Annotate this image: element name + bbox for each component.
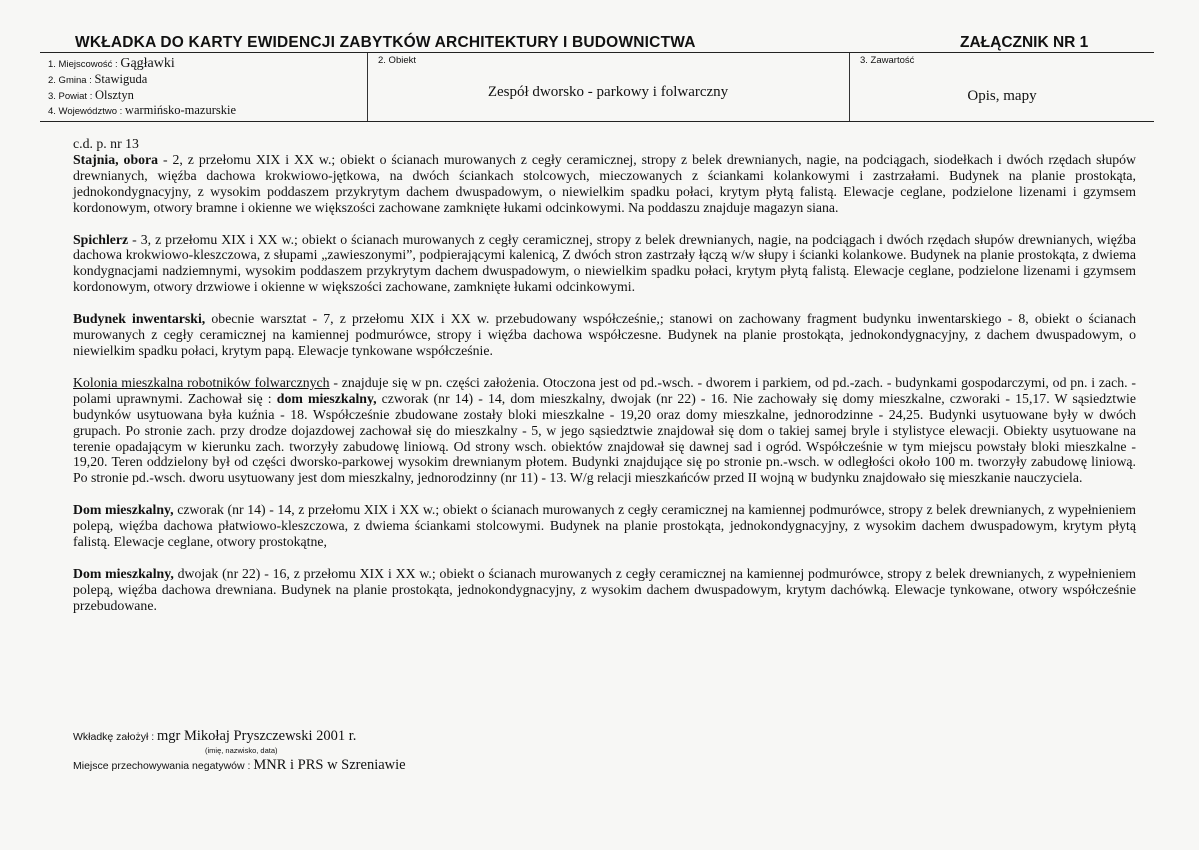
column-divider-2 [849, 53, 850, 121]
village-value: Gągławki [120, 56, 175, 71]
continuation-note: c.d. p. nr 13 [73, 136, 139, 151]
paragraph-text: - 3, z przełomu XIX i XX w.; obiekt o ścianach murowanych z cegły ceramicznej, stropy z belek drewnianych, nagie, na podciągach i dwóch rzędach słupów drewnianych, więźba dachowa krokwiowo-kleszczowa, z słupami „zawieszonymi”, podpierającymi kalenicą, Z dwóch stron zastrzały łączą w/w słupy i ścianki kolankowe. Budynek na planie prostokąta, z dwiema kondygnacjami nadziemnymi, wysokim poddaszem przykrytym dachem dwuspadowym, o niewielkim spadku połaci, krytym płytą falistą. Elewacje ceglane, podzielone lizenami i gzymsem kordonowym, otwory drzwiowe i okienne w większości zachowane, zamknięte łukami odcinkowymi. [73, 231, 1136, 295]
paragraph-text: czworak (nr 14) - 14, dom mieszkalny, dwojak (nr 22) - 16. Nie zachowały się domy mieszkalne, czworaki - 15,17. W sąsiedztwie budynków usytuowana była kuźnia - 18. Współcześnie zbudowane zostały bloki mieszkalne - 19,20 oraz domy mieszkalne, jednorodzinne - 24,25. Budynki usytuowane były w dwóch grupach. Po stronie zach. przy drodze dojazdowej zachował się do mieszkalny - 5, w jego sąsiedztwie znajdował się dom o takiej samej bryle i stylistyce elewacji. Obiekty usytuowane na terenie opadającym w kierunku zach. tworzyły zabudowę liniową. Od strony wsch. obiektów znajdował się dawnej sad i ogród. Współcześnie w tym miejscu powstały bloki mieszkalne - 19,20. Teren oddzielony był od części dworsko-parkowej wysokim drewnianym płotem. Budynki znajdujące się po stronie pn.-wsch. w odległości około 100 m. tworzyły zabudowę liniową. Po stronie pd.-wsch. dworu usytuowany jest dom mieszkalny, jednorodzinny (nr 11) - 13. W/g relacji mieszkańców przed II wojną w budynku znajdowało się mieszkanie nauczyciela. [73, 390, 1136, 486]
paragraph-text: - 2, z przełomu XIX i XX w.; obiekt o ścianach murowanych z cegły ceramicznej, stropy z belek drewnianych, nagie, na podciągach, siodełkach i dwóch rzędach słupów drewnianych, więźba dachowa krokwiowo-jętkowa, na dwóch ściankach stolcowych, mieczowanych z ściankami kolankowymi i zastrzałami. Budynek na planie prostokąta, jednokondygnacyjny, z wysokim poddaszem przykrytym dachem dwuspadowym, o niewielkim spadku połaci, krytym płytą falistą. Elewacje ceglane, podzielone lizenami i gzymsem kordonowym, otwory bramne i okienne we większości zachowane zamknięte łukami odcinkowymi. Na poddaszu znajduje magazyn siana. [73, 151, 1136, 215]
contents-label: 3. Zawartość [860, 55, 915, 66]
voivodeship-value: warmińsko-mazurskie [124, 103, 236, 118]
county-value: Olsztyn [95, 87, 134, 102]
paragraph-text: - znajduje się w pn. części założenia. Otoczona jest od pd.-wsch. - dworem i parkiem, od pd.-zach. - budynkami gospodarczymi, od pn. i zach. - polami uprawnymi. Zachował się : [73, 374, 1136, 406]
paragraph-heading: Dom mieszkalny, [73, 502, 174, 518]
paragraph-text: obecnie warsztat - 7, z przełomu XIX i XX w. przebudowany współcześnie,; stanowi on zachowany fragment budynku inwentarskiego - 8, obiekt o ścianach murowanych z cegły ceramicznej na kamiennej podmurówce, stropy i więźba dachowa współczesne. Budynek na planie prostokąta, jednokondygnacyjny, z dachem dwuspadowym, o niewielkim spadku połaci, krytym papą. Elewacje tynkowane współcześnie. [73, 311, 1136, 358]
paragraph-heading: Spichlerz [73, 231, 129, 247]
location-fields [48, 55, 366, 118]
voivodeship-label: 4. Województwo : [48, 106, 125, 118]
commune-value: Stawiguda [94, 71, 148, 86]
commune-label: 2. Gmina : [48, 74, 95, 86]
inline-bold-term: dom mieszkalny, [276, 390, 377, 406]
author-label: Wkładkę założył : [73, 731, 158, 743]
contents-value: Opis, mapy [967, 88, 1037, 104]
storage-value: MNR i PRS w Szreniawie [253, 757, 406, 773]
paragraph-stable [73, 152, 1136, 216]
location-row-commune [48, 71, 366, 87]
village-label: 1. Miejscowość : [48, 59, 121, 70]
appendix-number: ZAŁĄCZNIK NR 1 [960, 34, 1089, 51]
paragraph-house-dwojak [73, 566, 1136, 614]
storage-label: Miejsce przechowywania negatywów : [73, 760, 254, 772]
paragraph-house-czworak [73, 502, 1136, 550]
paragraph-granary [73, 232, 1136, 296]
paragraph-heading: Stajnia, obora [73, 151, 159, 167]
location-row-voivodeship [48, 102, 366, 118]
object-value: Zespół dworsko - parkowy i folwarczny [487, 84, 729, 100]
paragraph-workers-colony [73, 375, 1136, 486]
description-body [73, 136, 1136, 614]
author-row [73, 727, 406, 745]
header-bottom-rule [40, 121, 1154, 122]
paragraph-heading: Kolonia mieszkalna robotników folwarcznych [73, 374, 330, 390]
author-hint: (imię, nazwisko, data) [205, 746, 278, 755]
paragraph-text: dwojak (nr 22) - 16, z przełomu XIX i XX w.; obiekt o ścianach murowanych z cegły ceramicznej na kamiennej podmurówce, stropy z belek drewnianych, z wypełnieniem polepą, więźba dachowa drewniana. Budynek na planie prostokąta, jednokondygnacyjny, z wysokim dachem dwuspadowym, krytym dachówką. Elewacje tynkowane, otwory współcześnie przebudowane. [73, 565, 1136, 613]
form-title: WKŁADKA DO KARTY EWIDENCJI ZABYTKÓW ARCHITEKTURY I BUDOWNICTWA [75, 34, 696, 51]
paragraph-heading: Budynek inwentarski, [73, 311, 206, 327]
header-top-rule [40, 52, 1154, 53]
county-label: 3. Powiat : [48, 90, 95, 102]
paragraph-livestock-building [73, 311, 1136, 359]
author-value: mgr Mikołaj Pryszczewski 2001 r. [157, 728, 357, 744]
storage-row [73, 756, 406, 774]
paragraph-text: czworak (nr 14) - 14, z przełomu XIX i XX w.; obiekt o ścianach murowanych z cegły ceramicznej na kamiennej podmurówce, stropy z belek drewnianych, z wypełnieniem polepą, więźba dachowa płatwiowo-kleszczowa, z dwiema ściankami stolcowymi. Budynek na planie prostokąta, jednokondygnacyjny, z wysokim dachem dwuspadowym, krytym płytą falistą. Elewacje ceglane, otwory prostokątne, [73, 502, 1136, 550]
location-row-village [48, 55, 366, 71]
paragraph-heading: Dom mieszkalny, [73, 565, 174, 581]
location-row-county [48, 87, 366, 103]
object-label: 2. Obiekt [378, 55, 417, 66]
